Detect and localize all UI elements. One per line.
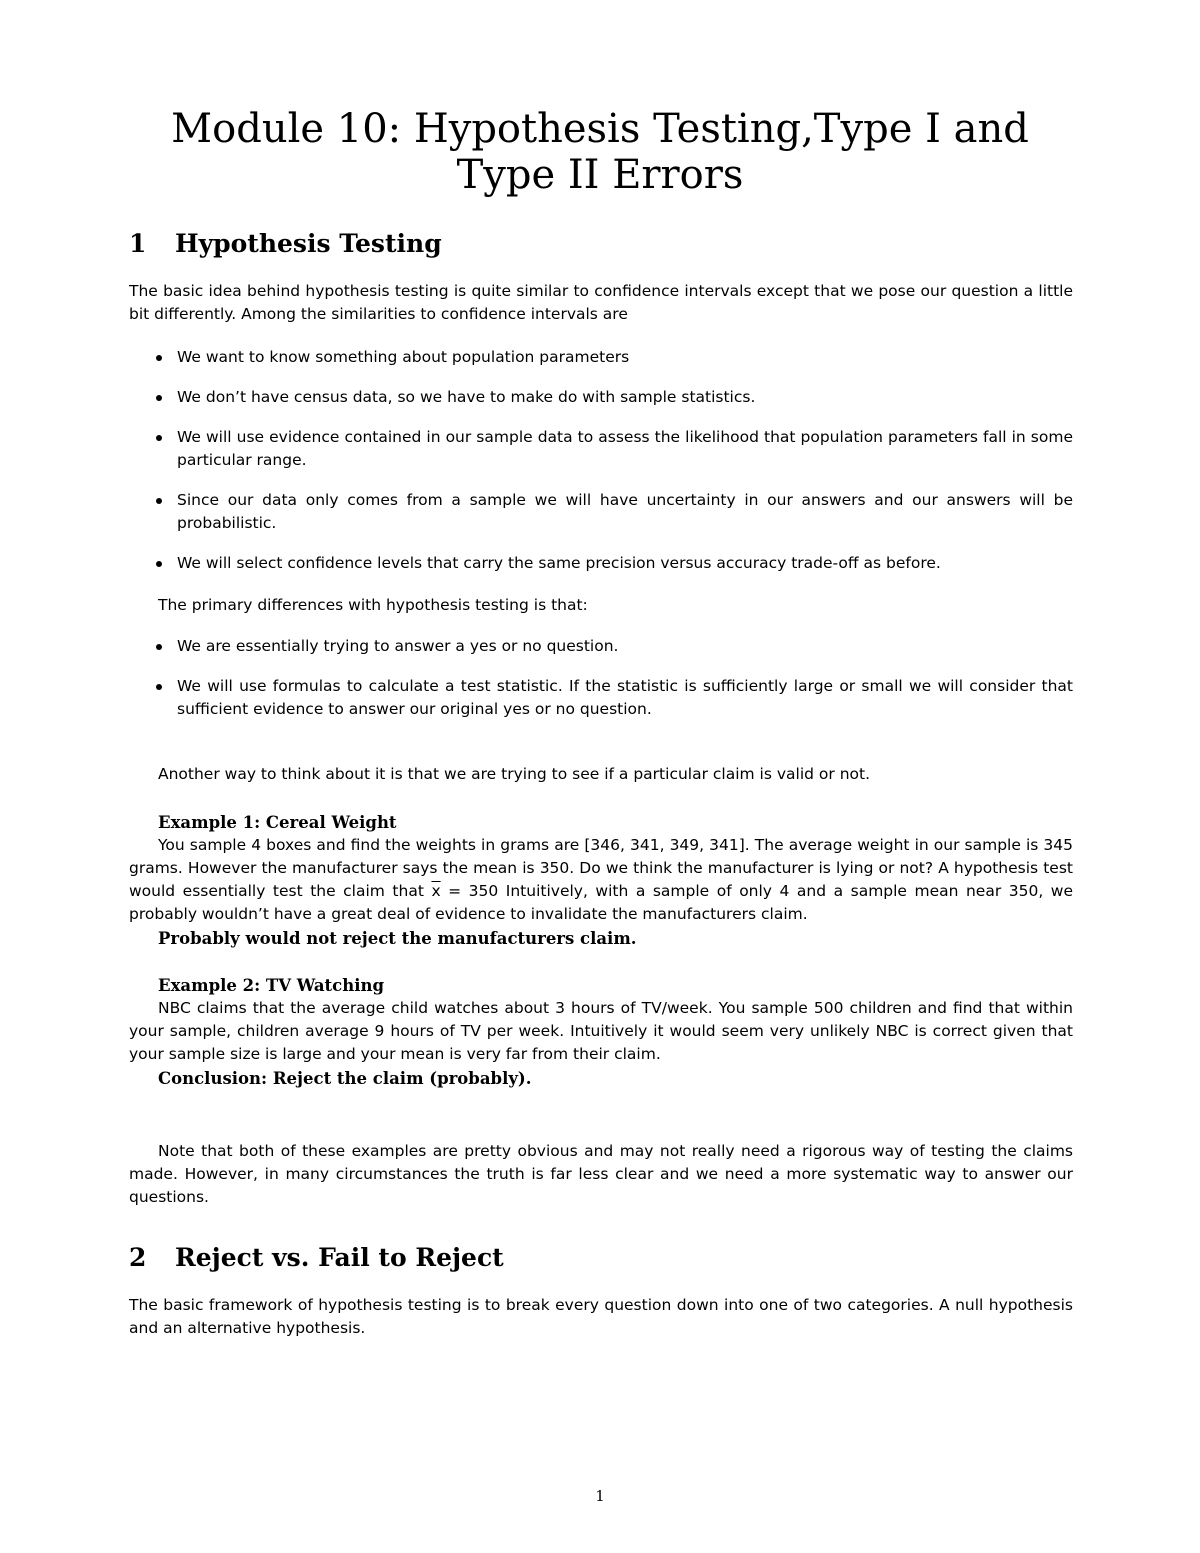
- list-item: We don’t have census data, so we have to make do with sample statistics.: [129, 386, 1073, 409]
- note-paragraph: Note that both of these examples are pretty obvious and may not really need a rigorous way of testing the claims made. However, in many circumstances the truth is far less clear and we need a more systematic way to answer our questions.: [129, 1142, 1073, 1206]
- example-1-title: Example 1: Cereal Weight: [158, 813, 397, 832]
- example-2-conclusion: Conclusion: Reject the claim (probably).: [158, 1069, 532, 1088]
- sample-mean-symbol: $\overline{x}$: [431, 882, 441, 900]
- section-2-heading: [129, 1243, 504, 1273]
- bullet-icon: [156, 435, 162, 441]
- example-1-conclusion: Probably would not reject the manufacturers claim.: [158, 929, 637, 948]
- example-2-title: Example 2: TV Watching: [158, 976, 385, 995]
- list-item: Since our data only comes from a sample we will have uncertainty in our answers and our answers will be probabilistic.: [129, 489, 1073, 535]
- example-2-text: NBC claims that the average child watches about 3 hours of TV/week. You sample 500 children and find that within your sample, children average 9 hours of TV per week. Intuitively it would seem very unlikely NBC is correct given that your sample size is large and your mean is very far from their claim.: [129, 999, 1073, 1063]
- bullet-icon: [156, 644, 162, 650]
- similarities-list: [129, 346, 1073, 592]
- list-item: We will select confidence levels that carry the same precision versus accuracy trade-off as before.: [129, 552, 1073, 575]
- section-1-heading: [129, 229, 442, 259]
- title-line-1: Module 10: Hypothesis Testing,Type I and: [171, 106, 1029, 152]
- bullet-icon: [156, 355, 162, 361]
- example-2-block: [129, 974, 1073, 1092]
- section-1-intro: The basic idea behind hypothesis testing is quite similar to confidence intervals except that we pose our question a little bit differently. Among the similarities to confidence intervals are: [129, 282, 1073, 323]
- differences-intro: The primary differences with hypothesis testing is that:: [158, 596, 588, 614]
- list-item: We want to know something about population parameters: [129, 346, 1073, 369]
- example-1-block: [129, 811, 1073, 952]
- list-item: We will use formulas to calculate a test statistic. If the statistic is sufficiently large or small we will consider that sufficient evidence to answer our original yes or no question.: [129, 675, 1073, 721]
- document-title: [100, 106, 1100, 198]
- section-2-intro: The basic framework of hypothesis testing is to break every question down into one of two categories. A null hypothesis and an alternative hypothesis.: [129, 1296, 1073, 1337]
- list-item: We will use evidence contained in our sample data to assess the likelihood that population parameters fall in some particular range.: [129, 426, 1073, 472]
- differences-list: [129, 635, 1073, 738]
- bullet-icon: [156, 395, 162, 401]
- section-1-number: 1: [129, 229, 147, 258]
- list-item: We are essentially trying to answer a yes or no question.: [129, 635, 1073, 658]
- section-1-title: Hypothesis Testing: [175, 229, 442, 258]
- title-line-2: Type II Errors: [456, 152, 744, 198]
- page-number: 1: [595, 1487, 605, 1505]
- bullet-icon: [156, 561, 162, 567]
- section-2-number: 2: [129, 1243, 147, 1272]
- bullet-icon: [156, 684, 162, 690]
- section-2-title: Reject vs. Fail to Reject: [175, 1243, 504, 1272]
- bullet-icon: [156, 498, 162, 504]
- another-way-paragraph: Another way to think about it is that we are trying to see if a particular claim is valid or not.: [158, 765, 871, 783]
- example-1-text: You sample 4 boxes and find the weights in grams are [346, 341, 349, 341]. The average weight in our sample is 345 grams. However the manufacturer says the mean is 350. Do we think the manufacturer is lying or not? A hypothesis test would essentially test the claim that $\overline{x} = 350$ Intuitively, with a sample of only 4 and a sample mean near 350, we probably wouldn’t have a great deal of evidence to invalidate the manufacturers claim.: [129, 836, 1073, 923]
